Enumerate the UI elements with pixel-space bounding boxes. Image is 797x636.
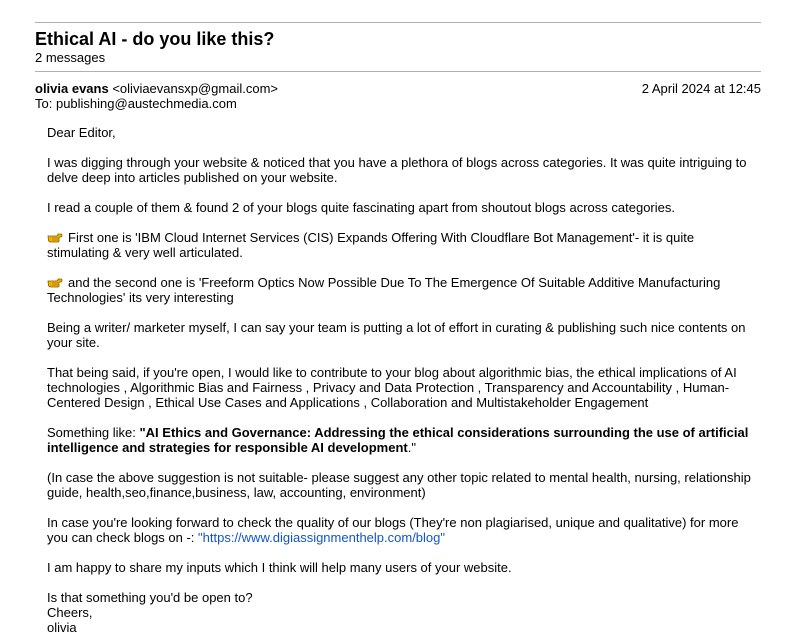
- header-top-divider: [35, 22, 761, 23]
- to-label: To:: [35, 96, 53, 111]
- header-divider: [35, 71, 761, 72]
- bullet-first-text: First one is 'IBM Cloud Internet Services (CIS) Expands Offering With Cloudflare Bot Management'- it is quite stimulating & very well articulated.: [47, 230, 695, 260]
- paragraph-quality: [47, 515, 753, 545]
- bullet-second-blog: [47, 275, 753, 305]
- recipient-line: [35, 96, 237, 111]
- paragraph-alternatives: (In case the above suggestion is not suitable- please suggest any other topic related to mental health, nursing, relationship guide, health,seo,finance,business, law, accounting, environment): [47, 470, 751, 500]
- blog-link[interactable]: "https://www.digiassignmenthelp.com/blog": [198, 530, 445, 545]
- message-body: [47, 125, 753, 635]
- recipient-address[interactable]: publishing@austechmedia.com: [55, 96, 237, 111]
- paragraph-blogs-read: I read a couple of them & found 2 of your blogs quite fascinating apart from shoutout blogs across categories.: [47, 200, 675, 215]
- closing: Cheers,: [47, 605, 93, 620]
- suggestion-title: "AI Ethics and Governance: Addressing the ethical considerations surrounding the use of artificial intelligence and strategies for responsible AI development: [47, 425, 749, 455]
- signature: olivia: [47, 620, 77, 635]
- pointing-hand-icon: [47, 276, 63, 288]
- bullet-second-text: and the second one is 'Freeform Optics Now Possible Due To The Emergence Of Suitable Additive Manufacturing Technologies' its very interesting: [47, 275, 721, 305]
- sender-email[interactable]: <oliviaevansxp@gmail.com>: [112, 81, 279, 96]
- greeting: Dear Editor,: [47, 125, 116, 140]
- paragraph-intro: I was digging through your website & noticed that you have a plethora of blogs across categories. It was quite intriguing to delve deep into articles published on your website.: [47, 155, 747, 185]
- email-subject: Ethical AI - do you like this?: [35, 29, 275, 49]
- sender-line: [35, 81, 278, 96]
- message-count: 2 messages: [35, 50, 106, 65]
- message-date: 2 April 2024 at 12:45: [641, 81, 761, 96]
- suggestion-suffix: .": [407, 440, 416, 455]
- suggestion-prefix: Something like:: [47, 425, 140, 440]
- bullet-first-blog: [47, 230, 753, 260]
- pointing-hand-icon: [47, 231, 63, 243]
- quality-text: In case you're looking forward to check the quality of our blogs (They're non plagiarised, unique and qualitative) for more you can check blogs on -:: [47, 515, 739, 545]
- closing-question: Is that something you'd be open to?: [47, 590, 253, 605]
- sender-name: olivia evans: [35, 81, 109, 96]
- paragraph-proposal: That being said, if you're open, I would like to contribute to your blog about algorithmic bias, the ethical implications of AI technologies , Algorithmic Bias and Fairness , Privacy and Data Protection , Transparency and Accountability , Human-Centered Design , Ethical Use Cases and Applications , Collaboration and Multistakeholder Engagement: [47, 365, 737, 410]
- paragraph-inputs: I am happy to share my inputs which I think will help many users of your website.: [47, 560, 512, 575]
- paragraph-suggestion: [47, 425, 753, 455]
- paragraph-writer: Being a writer/ marketer myself, I can say your team is putting a lot of effort in curating & publishing such nice contents on your site.: [47, 320, 746, 350]
